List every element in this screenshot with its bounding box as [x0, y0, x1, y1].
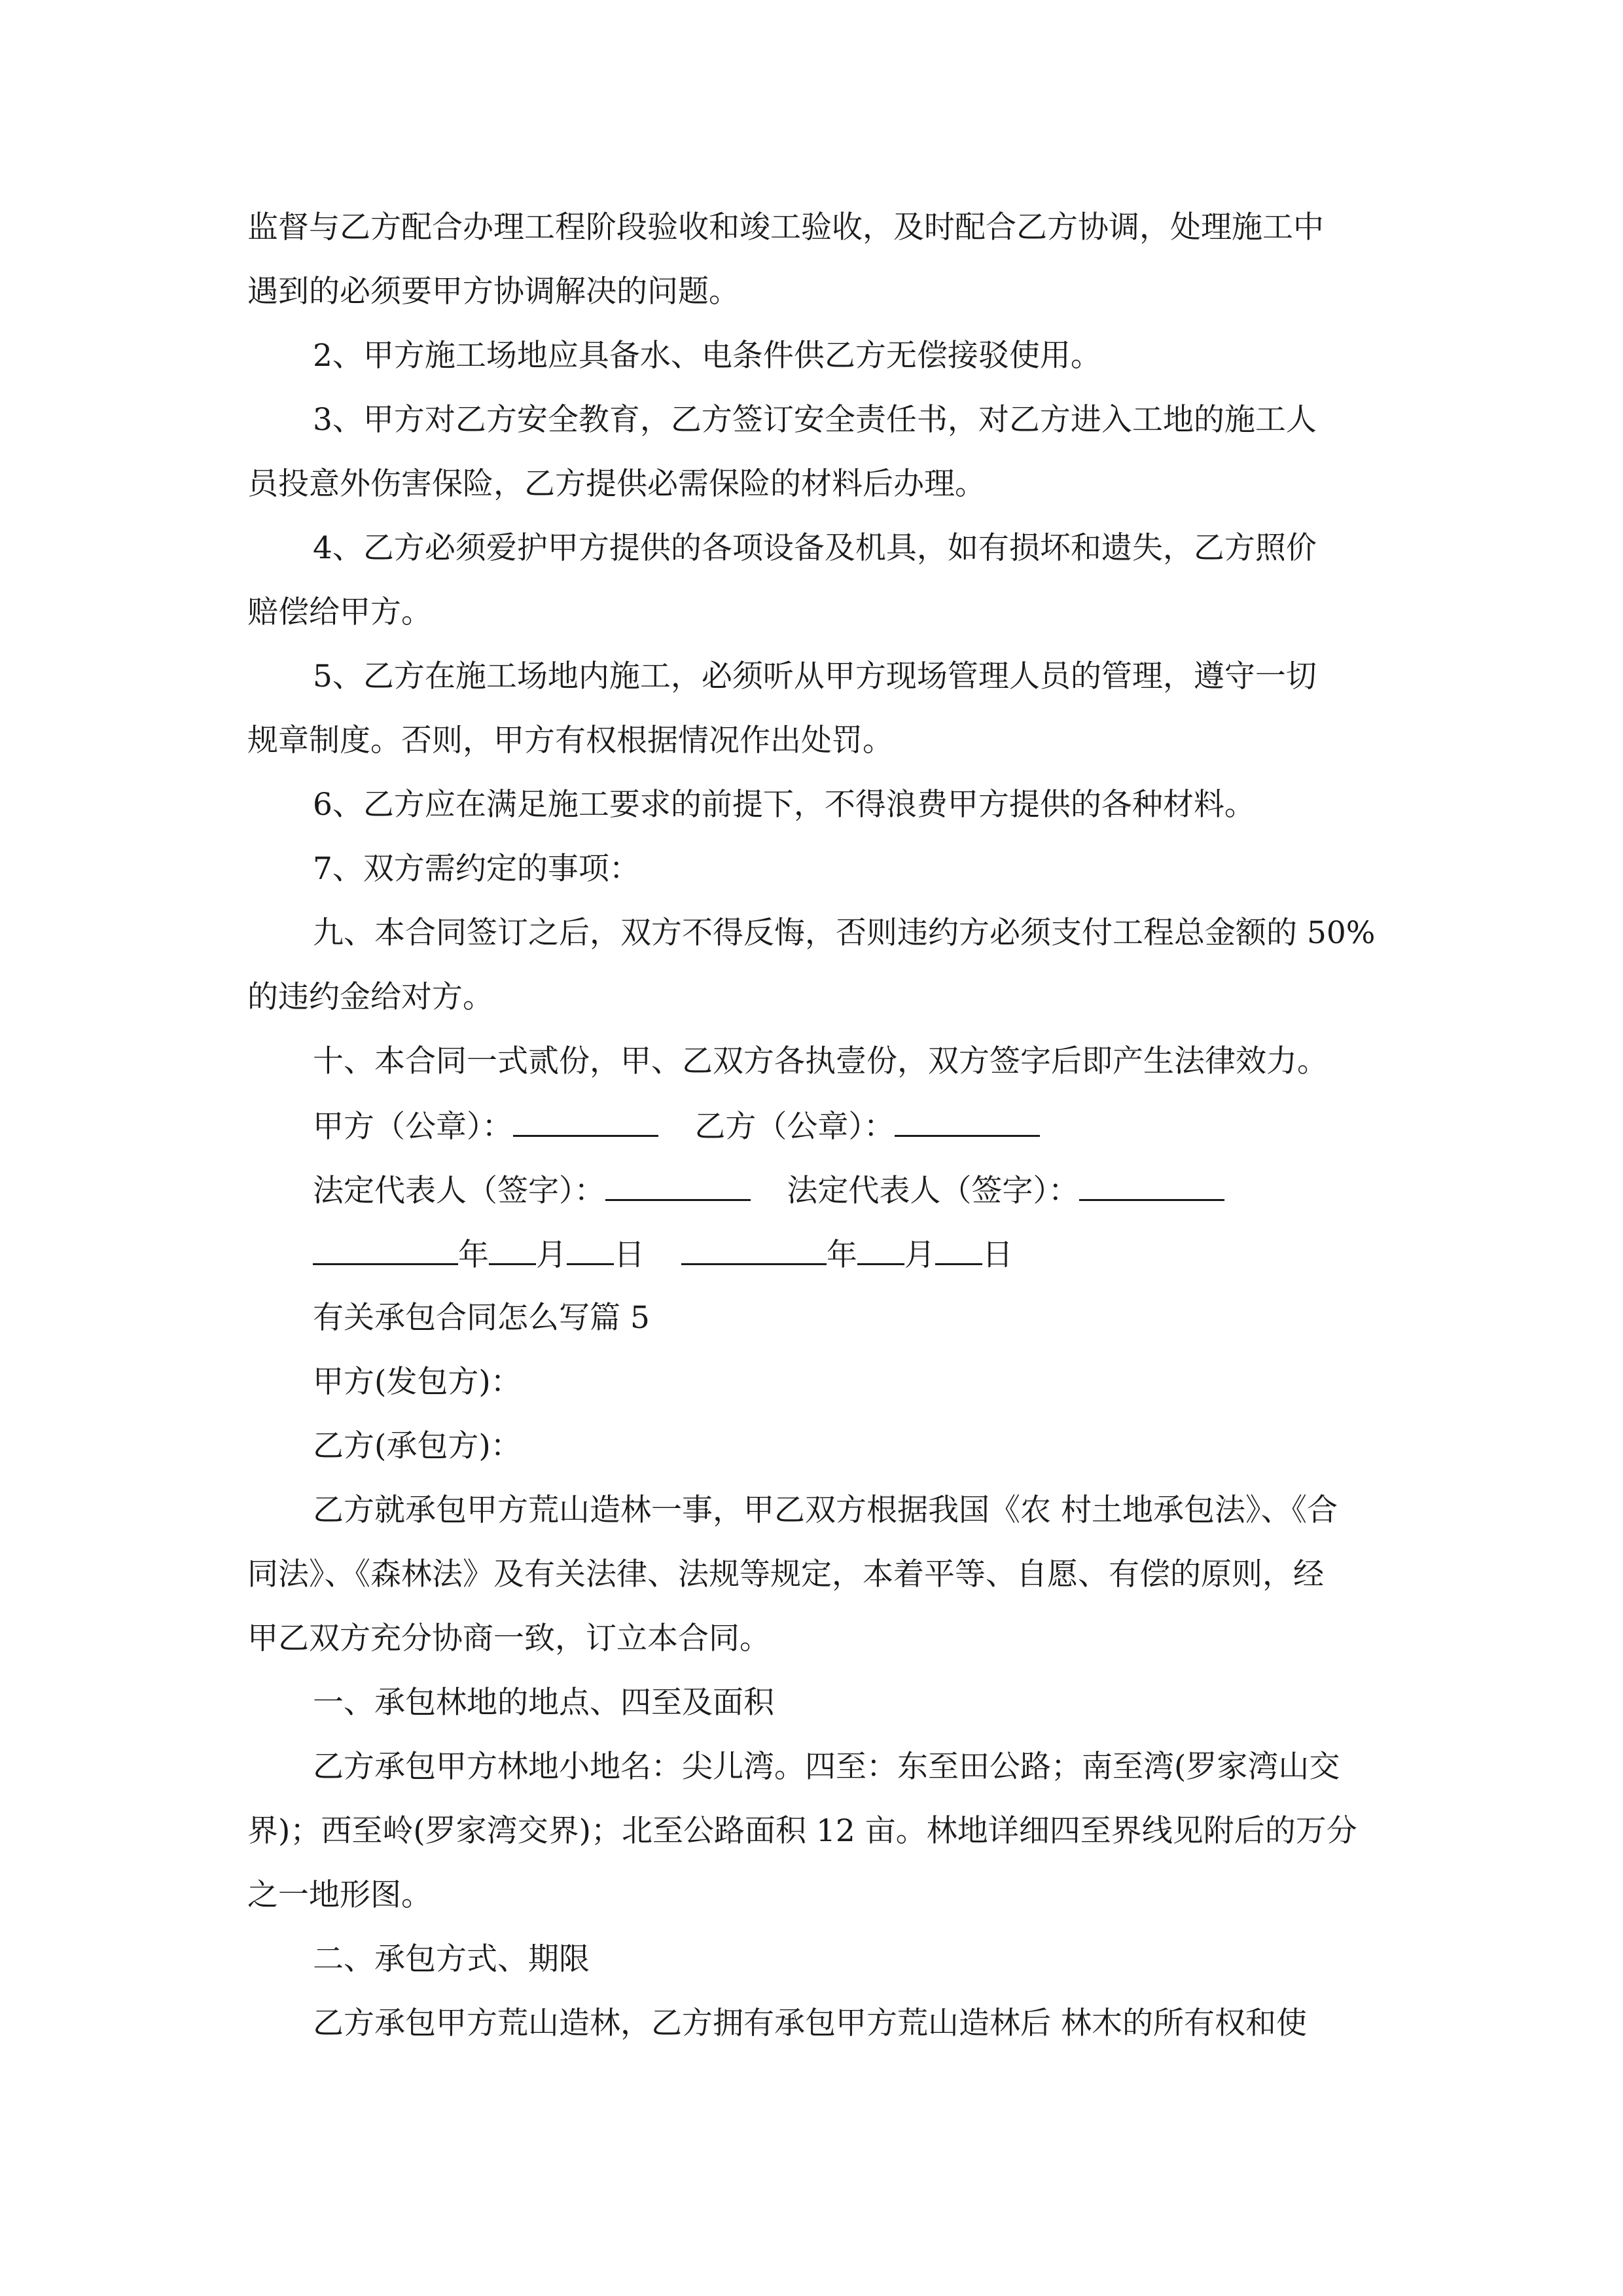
paragraph-line: 之一地形图。 — [247, 1877, 432, 1913]
party-a-seal-label: 甲方（公章）： — [313, 1109, 513, 1145]
date-row — [313, 1234, 1013, 1274]
party-a-line: 甲方(发包方)： — [313, 1364, 522, 1400]
paragraph-line: 乙方就承包甲方荒山造林一事，甲乙双方根据我国《农 村土地承包法》、《合 — [313, 1492, 1338, 1528]
paragraph-line: 甲乙双方充分协商一致，订立本合同。 — [247, 1621, 770, 1657]
paragraph-line: 九、本合同签订之后，双方不得反悔，否则违约方必须支付工程总金额的 50% — [313, 915, 1376, 951]
paragraph-line: 员投意外伤害保险，乙方提供必需保险的材料后办理。 — [247, 466, 986, 502]
date-a-year-label: 年 — [458, 1237, 489, 1273]
paragraph-line: 赔偿给甲方。 — [247, 594, 432, 630]
paragraph-line: 2、甲方施工场地应具备水、电条件供乙方无偿接驳使用。 — [313, 338, 1101, 374]
paragraph-line: 的违约金给对方。 — [247, 979, 493, 1015]
paragraph-line: 同法》、《森林法》及有关法律、法规等规定，本着平等、自愿、有偿的原则，经 — [247, 1556, 1324, 1592]
clause-heading: 二、承包方式、期限 — [313, 1941, 590, 1977]
date-a-month-label: 月 — [536, 1237, 567, 1273]
date-b-month-label: 月 — [904, 1237, 935, 1273]
party-b-rep-label: 法定代表人（签字）： — [787, 1173, 1079, 1209]
paragraph-line: 监督与乙方配合办理工程阶段验收和竣工验收，及时配合乙方协调，处理施工中 — [247, 209, 1324, 245]
paragraph-line: 7、双方需约定的事项： — [313, 851, 640, 887]
seal-row — [313, 1106, 1040, 1145]
date-a-year-blank — [313, 1234, 458, 1265]
section-heading: 有关承包合同怎么写篇 5 — [313, 1300, 650, 1336]
paragraph-line: 规章制度。否则，甲方有权根据情况作出处罚。 — [247, 723, 893, 759]
party-b-seal-label: 乙方（公章）： — [694, 1109, 895, 1145]
paragraph-line: 十、本合同一式贰份，甲、乙双方各执壹份，双方签字后即产生法律效力。 — [313, 1043, 1328, 1079]
paragraph-line: 界)；西至岭(罗家湾交界)；北至公路面积 12 亩。林地详细四至界线见附后的万分 — [247, 1813, 1357, 1849]
date-b-month-blank — [857, 1234, 904, 1265]
clause-heading: 一、承包林地的地点、四至及面积 — [313, 1685, 774, 1721]
date-b-year-blank — [681, 1234, 827, 1265]
party-a-seal-blank — [513, 1106, 658, 1137]
paragraph-line: 遇到的必须要甲方协调解决的问题。 — [247, 274, 740, 310]
date-b-day-blank — [935, 1234, 982, 1265]
paragraph-line: 4、乙方必须爱护甲方提供的各项设备及机具，如有损坏和遗失，乙方照价 — [313, 530, 1317, 566]
paragraph-line: 5、乙方在施工场地内施工，必须听从甲方现场管理人员的管理，遵守一切 — [313, 658, 1317, 694]
representative-row — [313, 1170, 1224, 1210]
date-a-day-blank — [567, 1234, 614, 1265]
paragraph-line: 6、乙方应在满足施工要求的前提下，不得浪费甲方提供的各种材料。 — [313, 787, 1255, 823]
date-b-year-label: 年 — [826, 1237, 857, 1273]
party-b-rep-blank — [1079, 1170, 1224, 1201]
date-a-day-label: 日 — [614, 1237, 645, 1273]
date-a-month-blank — [489, 1234, 536, 1265]
party-b-line: 乙方(承包方)： — [313, 1428, 522, 1464]
party-a-rep-blank — [605, 1170, 751, 1201]
date-b-day-label: 日 — [982, 1237, 1013, 1273]
paragraph-line: 3、甲方对乙方安全教育，乙方签订安全责任书，对乙方进入工地的施工人 — [313, 402, 1317, 438]
paragraph-line: 乙方承包甲方荒山造林，乙方拥有承包甲方荒山造林后 林木的所有权和使 — [313, 2005, 1307, 2041]
paragraph-line: 乙方承包甲方林地小地名：尖儿湾。四至：东至田公路；南至湾(罗家湾山交 — [313, 1749, 1340, 1785]
party-b-seal-blank — [895, 1106, 1040, 1137]
party-a-rep-label: 法定代表人（签字）： — [313, 1173, 605, 1209]
